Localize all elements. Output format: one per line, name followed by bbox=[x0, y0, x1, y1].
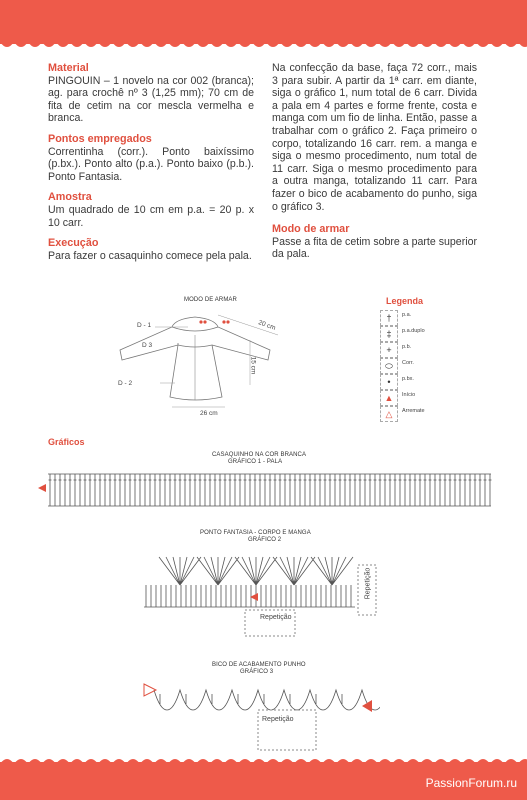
material-heading: Material bbox=[48, 62, 89, 74]
legend-item bbox=[380, 326, 490, 342]
g3-repeat-label: Repetição bbox=[262, 716, 294, 723]
bottom-scallop bbox=[0, 756, 527, 764]
oval-icon: ⬭ bbox=[380, 358, 398, 374]
graficos-heading: Gráficos bbox=[48, 437, 85, 447]
pontos-heading: Pontos empregados bbox=[48, 132, 152, 145]
legend-item bbox=[380, 374, 490, 390]
material-text: PINGOUIN – 1 novelo na cor 002 (branca); ag. para crochê nº 3 (1,25 mm); 70 cm de fita de cetim na cor mescla vermelha e branca. bbox=[48, 74, 254, 125]
legend-item bbox=[380, 358, 490, 374]
g3-subtitle: GRÁFICO 3 bbox=[240, 669, 274, 675]
g2-repeat-vertical: Repetição bbox=[364, 567, 372, 600]
chart-2-fantasia bbox=[140, 545, 380, 640]
tall-cross-icon: † bbox=[380, 310, 398, 326]
double-tall-icon: ‡ bbox=[380, 326, 398, 342]
pontos-text: Correntinha (corr.). Ponto baixíssimo (p.bx.). Ponto alto (p.a.). Ponto baixo (p.b.). Ponto Fantasia. bbox=[48, 145, 254, 183]
legend-label: Início bbox=[402, 392, 416, 398]
g1-title: CASAQUINHO NA COR BRANCA bbox=[212, 452, 307, 458]
watermark: PassionForum.ru bbox=[425, 776, 517, 790]
chart-3-bico bbox=[140, 676, 380, 756]
top-band bbox=[0, 0, 527, 44]
legend-label: Corr. bbox=[402, 360, 414, 366]
amostra-text: Um quadrado de 10 cm em p.a. = 20 p. x 10 carr. bbox=[48, 203, 254, 229]
left-column bbox=[48, 62, 254, 262]
g3-title: BICO DE ACABAMENTO PUNHO bbox=[212, 662, 306, 668]
legend-item bbox=[380, 342, 490, 358]
legend-item bbox=[380, 406, 490, 422]
d1-label: D - 1 bbox=[137, 322, 152, 329]
g2-subtitle: GRÁFICO 2 bbox=[248, 537, 282, 543]
legend-label: p.a.duplo bbox=[402, 328, 425, 334]
d3-label: D 3 bbox=[142, 342, 153, 349]
d2-label: D - 2 bbox=[118, 380, 133, 387]
g1-subtitle: GRÁFICO 1 - PALA bbox=[228, 459, 283, 465]
amostra-heading: Amostra bbox=[48, 191, 92, 204]
g2-title: PONTO FANTASIA - CORPO E MANGA bbox=[200, 530, 311, 536]
dim-20: 20 cm bbox=[257, 319, 277, 332]
chart-1-pala bbox=[36, 466, 496, 516]
legend-label: Arremate bbox=[402, 408, 425, 414]
dim-15: 15 cm bbox=[249, 356, 257, 375]
dot-icon: • bbox=[380, 374, 398, 390]
legend-item bbox=[380, 390, 490, 406]
top-scallop bbox=[0, 42, 527, 50]
garment-diagram bbox=[100, 305, 300, 415]
diagram-title: MODO DE ARMAR bbox=[184, 297, 237, 303]
modo-heading: Modo de armar bbox=[272, 223, 350, 236]
legend-title: Legenda bbox=[386, 296, 424, 306]
legend-label: p.a. bbox=[402, 312, 412, 318]
modo-text: Passe a fita de cetim sobre a parte superior da pala. bbox=[272, 235, 477, 261]
g2-repeat-label: Repetição bbox=[260, 614, 292, 621]
outline-arrow-icon: △ bbox=[380, 406, 398, 422]
dim-26: 26 cm bbox=[200, 410, 218, 417]
legend-item bbox=[380, 310, 490, 326]
filled-arrow-icon: ▲ bbox=[380, 390, 398, 406]
plus-icon: + bbox=[380, 342, 398, 358]
bottom-band bbox=[0, 762, 527, 800]
legend-label: p.bx. bbox=[402, 376, 414, 382]
instructions-text: Na confecção da base, faça 72 corr., mais 3 para subir. A partir da 1ª carr. em diante, siga o gráfico 1, num total de 6 carr. Divida a pala em 4 partes e forme frente, costa e manga com um fio de linha. Então, passe a trabalhar com o gráfico 2. Faça primeiro o corpo, totalizando 16 carr. rem. a manga e siga o mesmo procedimento, num total de 11 carr. Siga o mesmo procedimento para a outra manga, totalizando 11 carr. Para fazer o bico de acabamento do punho, siga o gráfico 3. bbox=[272, 62, 477, 213]
execucao-text: Para fazer o casaquinho comece pela pala. bbox=[48, 249, 252, 262]
right-column bbox=[272, 62, 477, 261]
legend-label: p.b. bbox=[402, 344, 412, 350]
execucao-heading: Execução bbox=[48, 237, 99, 250]
